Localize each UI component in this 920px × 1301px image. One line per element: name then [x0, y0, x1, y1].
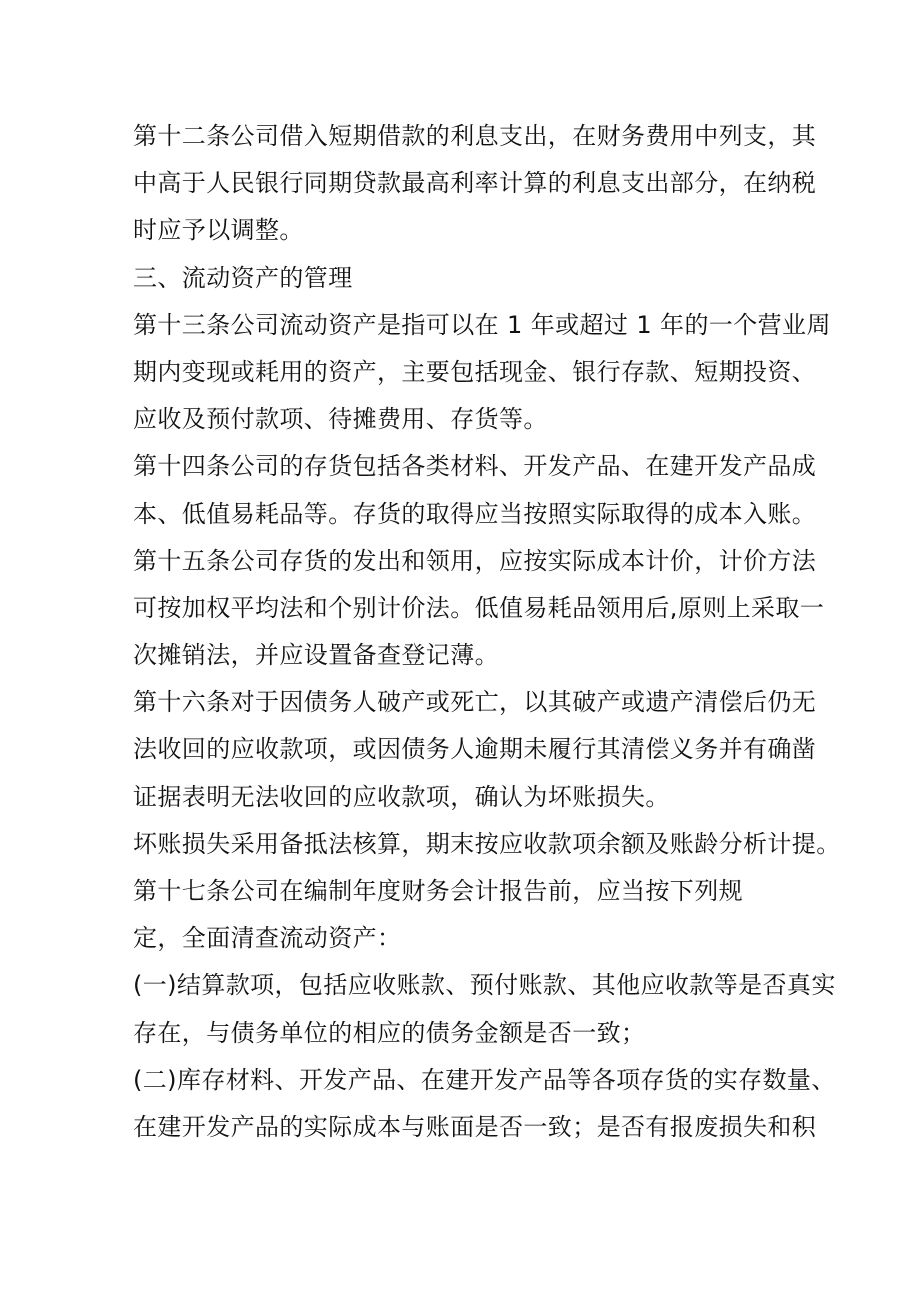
text-line: 本、低值易耗品等。存货的取得应当按照实际取得的成本入账。: [133, 499, 817, 528]
text-line: 第十五条公司存货的发出和领用，应按实际成本计价，计价方法: [133, 546, 817, 575]
text-line: 在建开发产品的实际成本与账面是否一致；是否有报废损失和积: [133, 1112, 817, 1141]
text-line: 第十三条公司流动资产是指可以在 1 年或超过 1 年的一个营业周: [133, 310, 831, 339]
text-line: 可按加权平均法和个别计价法。低值易耗品领用后,原则上采取一: [133, 593, 825, 622]
text-line: 次摊销法，并应设置备查登记薄。: [133, 641, 499, 670]
text-line: 存在，与债务单位的相应的债务金额是否一致；: [133, 1018, 646, 1047]
section-heading: 三、流动资产的管理: [133, 263, 353, 292]
text-line: 坏账损失采用备抵法核算，期末按应收款项余额及账龄分析计提。: [133, 829, 841, 858]
text-line: 法收回的应收款项，或因债务人逾期未履行其清偿义务并有确凿: [133, 735, 817, 764]
text-line: 证据表明无法收回的应收款项，确认为坏账损失。: [133, 782, 670, 811]
text-line: 第十六条对于因债务人破产或死亡，以其破产或遗产清偿后仍无: [133, 688, 817, 717]
text-line: 第十七条公司在编制年度财务会计报告前，应当按下列规: [133, 877, 743, 905]
text-line: 时应予以调整。: [133, 216, 304, 245]
text-line: 第十四条公司的存货包括各类材料、开发产品、在建开发产品成: [133, 452, 817, 481]
text-line: 期内变现或耗用的资产，主要包括现金、银行存款、短期投资、: [133, 357, 817, 386]
document-body: [133, 113, 841, 1151]
text-line: 应收及预付款项、待摊费用、存货等。: [133, 405, 548, 434]
text-line: 第十二条公司借入短期借款的利息支出，在财务费用中列支，其: [133, 122, 817, 150]
text-line: 中高于人民银行同期贷款最高利率计算的利息支出部分，在纳税: [133, 169, 817, 198]
text-line: (二)库存材料、开发产品、在建开发产品等各项存货的实存数量、: [133, 1065, 836, 1094]
text-line: 定，全面清查流动资产：: [133, 924, 402, 953]
text-line: (一)结算款项，包括应收账款、预付账款、其他应收款等是否真实: [133, 971, 836, 1000]
